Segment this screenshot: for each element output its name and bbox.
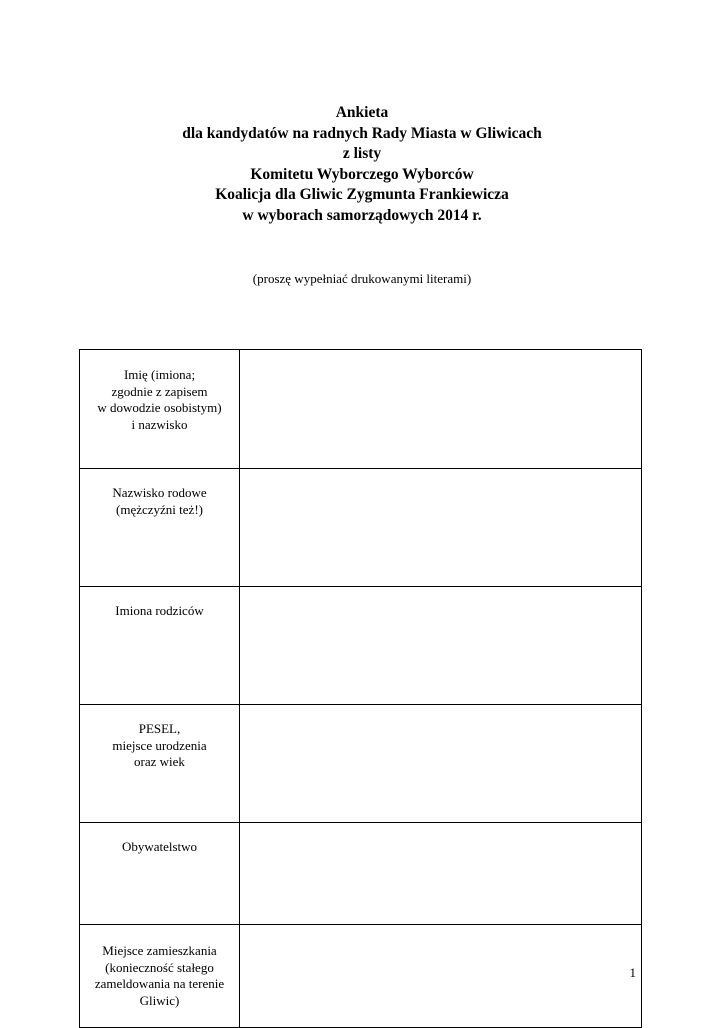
field-input-name[interactable]: [240, 350, 642, 469]
heading-line-committee: Komitetu Wyborczego Wyborców: [250, 165, 474, 183]
field-label-residence: [80, 925, 240, 1028]
field-input-parents-names[interactable]: [240, 587, 642, 705]
form-row-parents-names: [80, 587, 642, 705]
field-label-line: Gliwic): [139, 992, 180, 1008]
document-heading: [0, 103, 724, 226]
form-row-citizenship: [80, 823, 642, 925]
field-label-line: Obywatelstwo: [121, 839, 198, 854]
field-label-parents-names: [80, 587, 240, 705]
field-label-line: PESEL,: [138, 721, 181, 736]
field-label-line: oraz wiek: [134, 754, 185, 769]
field-label-line: (konieczność stałego: [105, 959, 214, 975]
field-label-line: Miejsce zamieszkania: [102, 943, 217, 958]
form-row-family-name: [80, 469, 642, 587]
form-row-residence: [80, 925, 642, 1028]
field-label-line: miejsce urodzenia: [112, 737, 207, 753]
field-label-pesel: [80, 705, 240, 823]
form-row-pesel: [80, 705, 642, 823]
heading-line-list: z listy: [342, 145, 382, 162]
form-row-name: [80, 350, 642, 469]
field-label-line: zameldowania na terenie: [94, 976, 225, 991]
field-label-line: Imię (imiona;: [123, 367, 196, 382]
page-number: 1: [629, 965, 636, 980]
heading-line-election: w wyborach samorządowych 2014 r.: [242, 206, 482, 224]
field-input-citizenship[interactable]: [240, 823, 642, 925]
field-label-line: Imiona rodziców: [115, 603, 204, 618]
field-input-pesel[interactable]: [240, 705, 642, 823]
field-label-line: (mężczyźni też!): [116, 501, 203, 517]
field-label-line: zgodnie z zapisem: [111, 383, 208, 399]
field-label-family-name: [80, 469, 240, 587]
field-label-line: Nazwisko rodowe: [112, 485, 207, 500]
field-label-citizenship: [80, 823, 240, 925]
field-label-line: w dowodzie osobistym): [97, 400, 222, 415]
questionnaire-form-table: [79, 349, 642, 1028]
heading-line-candidates: dla kandydatów na radnych Rady Miasta w Gliwicach: [182, 124, 542, 142]
field-input-residence[interactable]: [240, 925, 642, 1028]
heading-line-coalition: Koalicja dla Gliwic Zygmunta Frankiewicza: [215, 186, 509, 203]
field-label-line: i nazwisko: [131, 416, 188, 432]
field-label-name: [80, 350, 240, 469]
fill-instruction: (proszę wypełniać drukowanymi literami): [252, 271, 472, 286]
field-input-family-name[interactable]: [240, 469, 642, 587]
heading-title: Ankieta: [335, 104, 389, 121]
